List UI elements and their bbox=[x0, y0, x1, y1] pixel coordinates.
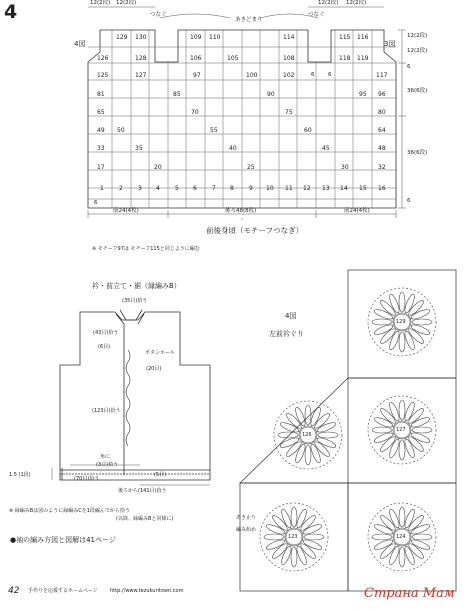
grid-cell: 118 bbox=[339, 55, 351, 62]
grid-cell: 16 bbox=[378, 185, 386, 192]
motif-label-ake: あき止り bbox=[236, 515, 257, 521]
grid-cell: 65 bbox=[97, 109, 105, 116]
grid-cell: 128 bbox=[135, 55, 147, 62]
band-side: 1.5 (1段) bbox=[9, 472, 31, 478]
grid-cell: 13 bbox=[322, 185, 330, 192]
grid-cell: 110 bbox=[209, 34, 221, 41]
grid-cell: 5 bbox=[175, 185, 179, 192]
figure-number: 4 bbox=[4, 1, 18, 23]
dim-tsunagu-right: つなぐ bbox=[308, 12, 325, 18]
footer-url: http://www.tezukuritown.com bbox=[110, 588, 184, 594]
dim-right-3: 6 bbox=[407, 64, 411, 70]
dim-top-right-2: 12(2段) bbox=[346, 0, 367, 6]
dim-right-1: 12(2段) bbox=[407, 33, 428, 39]
grid-cell: 117 bbox=[376, 72, 388, 79]
grid-cell: 9 bbox=[249, 185, 253, 192]
grid-cell: 48 bbox=[378, 145, 386, 152]
grid-cell: 130 bbox=[135, 34, 147, 41]
dim-right-six: 6 bbox=[407, 198, 411, 204]
motif-label-129: 129 bbox=[396, 319, 406, 325]
grid-cell: 45 bbox=[322, 145, 330, 152]
dim-right-4: 36(6段) bbox=[407, 88, 428, 94]
grid-cell: 25 bbox=[247, 164, 255, 171]
grid-cell: 95 bbox=[359, 91, 367, 98]
dim-fig3-label: 3図 bbox=[384, 40, 396, 48]
dim-six-a: 6 bbox=[311, 72, 315, 78]
band-6: (6目) bbox=[98, 344, 111, 350]
dim-top-right-1: 12(2段) bbox=[318, 0, 339, 6]
grid-cell: 35 bbox=[135, 145, 143, 152]
grid-cell: 96 bbox=[378, 91, 386, 98]
motif-label-123: 123 bbox=[288, 534, 298, 540]
grid-cell: 32 bbox=[378, 164, 386, 171]
grid-cell: 3 bbox=[138, 185, 142, 192]
grid-cell: 114 bbox=[283, 34, 295, 41]
dim-right-5: 36(6段) bbox=[407, 150, 428, 156]
band-title: 衿・前立て・裾（縁編みB） bbox=[92, 282, 181, 290]
band-note1: ※ 縁編みBは図のように縁編みCを1段編んでから拾う bbox=[9, 508, 130, 514]
band-button: ボタンホール bbox=[145, 350, 175, 356]
grid-cell: 100 bbox=[246, 72, 258, 79]
grid-cell: 125 bbox=[97, 72, 109, 79]
motif-label-127: 127 bbox=[396, 427, 406, 433]
grid-cell: 17 bbox=[97, 164, 105, 171]
band-70: (70目)拾う bbox=[74, 476, 100, 482]
fig4-title: 4図 bbox=[285, 312, 297, 320]
motif-label-start: 編み始め bbox=[236, 527, 257, 533]
grid-cell: 2 bbox=[119, 185, 123, 192]
band-note2: (以降、縁編みBと同様に) bbox=[116, 516, 174, 522]
band-35: (35目)拾う bbox=[122, 298, 148, 304]
dim-bottom-left: 前24(4枚) bbox=[113, 208, 139, 214]
band-5: (5目) bbox=[154, 472, 167, 478]
main-note: ※ モチーフ97は モチーフ115と同じように編む bbox=[92, 246, 200, 252]
band-141: 後ろから(141目)拾う bbox=[118, 488, 167, 494]
grid-cell: 80 bbox=[378, 109, 386, 116]
grid-cell: 109 bbox=[190, 34, 202, 41]
sleeve-note: ●袖の編み方図と図解は41ページ bbox=[10, 536, 116, 544]
grid-cell: 90 bbox=[267, 91, 275, 98]
grid-cell: 70 bbox=[191, 109, 199, 116]
dim-fig4-label: 4図 bbox=[74, 40, 86, 48]
grid-cell: 105 bbox=[227, 55, 239, 62]
grid-cell: 108 bbox=[283, 55, 295, 62]
dim-ake-dome: あきどまり bbox=[235, 17, 263, 23]
dim-bottom-center: 後ろ48(8枚) bbox=[225, 208, 257, 214]
grid-cell: 126 bbox=[97, 55, 109, 62]
band-43: (43目)拾う bbox=[93, 330, 119, 336]
grid-cell: 30 bbox=[341, 164, 349, 171]
grid-cell: 115 bbox=[339, 34, 351, 41]
grid-cell: 6 bbox=[193, 185, 197, 192]
grid-cell: 14 bbox=[340, 185, 348, 192]
grid-cell: 127 bbox=[135, 72, 147, 79]
page-number: 42 bbox=[8, 586, 20, 596]
dim-tsunagu-left: つなぐ bbox=[150, 12, 167, 18]
grid-cell: 102 bbox=[283, 72, 295, 79]
grid-cell: 20 bbox=[154, 164, 162, 171]
grid-cell: 10 bbox=[266, 185, 274, 192]
watermark-site: Страна Мам bbox=[364, 586, 455, 601]
grid-cell: 15 bbox=[359, 185, 367, 192]
grid-cell: 97 bbox=[193, 72, 201, 79]
grid-cell: 116 bbox=[357, 34, 369, 41]
grid-cell: 60 bbox=[304, 127, 312, 134]
grid-cell: 85 bbox=[173, 91, 181, 98]
grid-cell: 106 bbox=[190, 55, 202, 62]
motif-diagram bbox=[220, 265, 470, 595]
grid-cell: 81 bbox=[97, 91, 105, 98]
dim-top-left-1: 12(2段) bbox=[90, 0, 111, 6]
grid-cell: 64 bbox=[378, 127, 386, 134]
grid-cell: 1 bbox=[100, 185, 104, 192]
motif-label-126: 126 bbox=[302, 432, 312, 438]
grid-cell: 49 bbox=[97, 127, 105, 134]
band-corner: 角に bbox=[100, 454, 111, 460]
footer-text: 手作りを応援するホームページ bbox=[28, 588, 98, 594]
band-123: (123目)拾う bbox=[92, 408, 121, 414]
grid-cell: 129 bbox=[116, 34, 128, 41]
grid-cell: 7 bbox=[212, 185, 216, 192]
motif-label-124: 124 bbox=[396, 534, 406, 540]
grid-cell: 55 bbox=[210, 127, 218, 134]
grid-cell: 33 bbox=[97, 145, 105, 152]
dim-bottom-six: 6 bbox=[94, 200, 98, 206]
grid-cell: 119 bbox=[357, 55, 369, 62]
grid-cell: 50 bbox=[117, 127, 125, 134]
main-grid-lines bbox=[0, 0, 472, 220]
band-corner2: (3目)拾う bbox=[96, 462, 119, 468]
band-20: (20目) bbox=[146, 366, 162, 372]
dim-right-2: 12(2段) bbox=[407, 48, 428, 54]
grid-cell: 12 bbox=[303, 185, 311, 192]
grid-cell: 11 bbox=[285, 185, 293, 192]
fig4-sub: 左前衿ぐり bbox=[269, 330, 304, 338]
grid-cell: 75 bbox=[285, 109, 293, 116]
grid-cell: 40 bbox=[229, 145, 237, 152]
band-diagram bbox=[40, 290, 220, 510]
dim-bottom-right: 前24(4枚) bbox=[344, 208, 370, 214]
main-caption: 前後身頃（モチーフつなぎ） bbox=[206, 226, 304, 235]
grid-cell: 4 bbox=[156, 185, 160, 192]
dim-six-b: 6 bbox=[328, 72, 332, 78]
dim-top-left-2: 12(2段) bbox=[116, 0, 137, 6]
grid-cell: 8 bbox=[230, 185, 234, 192]
